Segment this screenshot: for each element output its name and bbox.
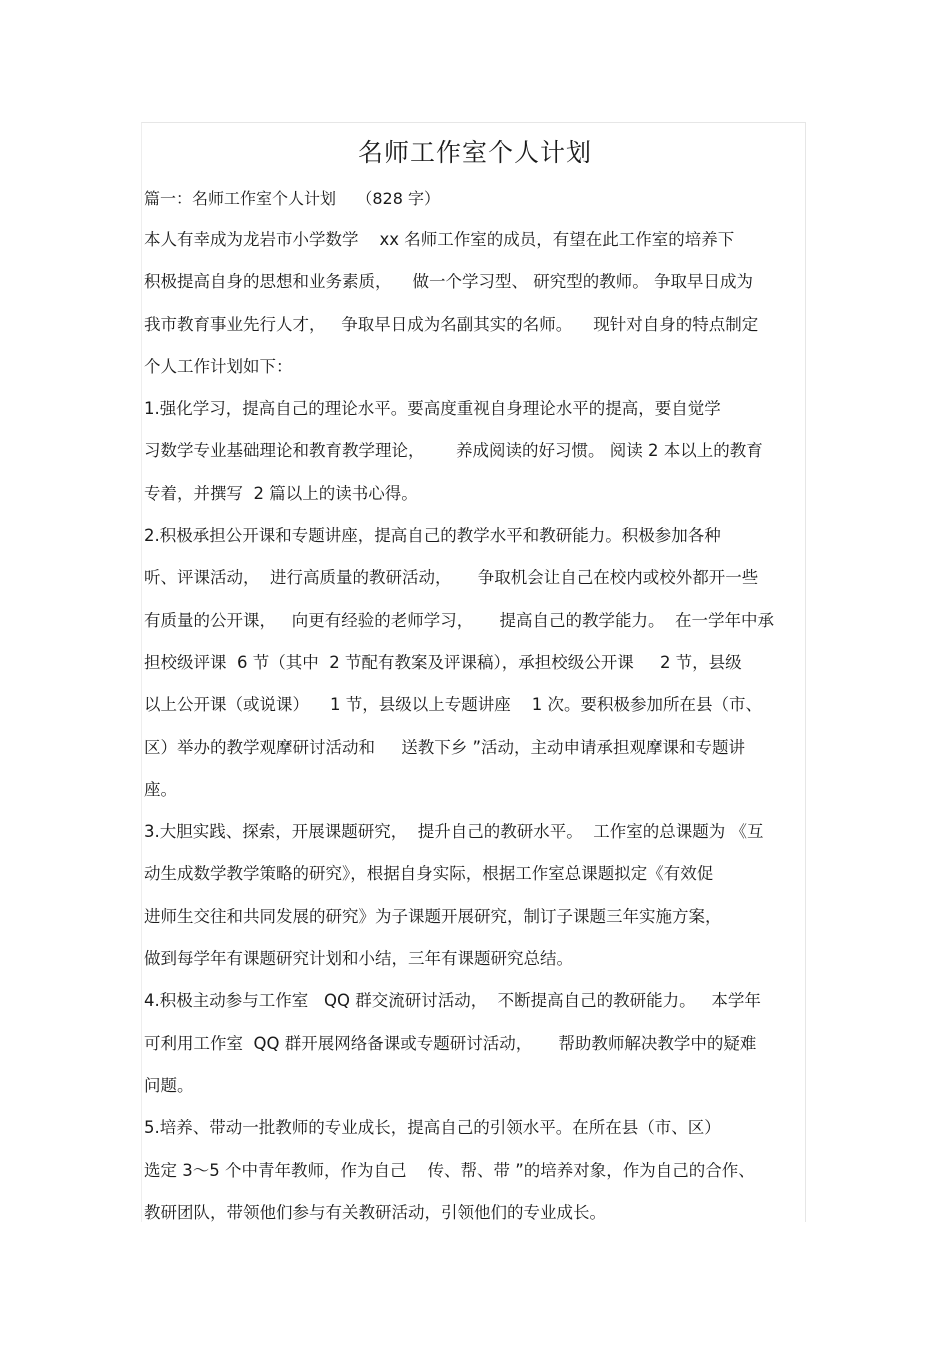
document-title: 名师工作室个人计划 bbox=[357, 138, 592, 167]
text-line: 可利用工作室 QQ 群开展网络备课或专题研讨活动， 帮助教师解决教学中的疑难 bbox=[144, 1033, 757, 1053]
text-line: 专着，并撰写 2 篇以上的读书心得。 bbox=[144, 483, 418, 503]
document-subtitle: 篇一：名师工作室个人计划 （828 字） bbox=[144, 189, 440, 208]
text-line: 做到每学年有课题研究计划和小结，三年有课题研究总结。 bbox=[144, 949, 573, 969]
text-line: 有质量的公开课， 向更有经验的老师学习， 提高自己的教学能力。 在一学年中承 bbox=[144, 610, 774, 630]
text-line: 4.积极主动参与工作室 QQ 群交流研讨活动， 不断提高自己的教研能力。 本学年 bbox=[144, 991, 761, 1011]
text-line: 教研团队，带领他们参与有关教研活动，引领他们的专业成长。 bbox=[144, 1202, 606, 1222]
text-line: 担校级评课 6 节（其中 2 节配有教案及评课稿），承担校级公开课 2 节，县级 bbox=[144, 652, 742, 672]
paragraph-item-4 bbox=[144, 980, 806, 1107]
text-line: 选定 3～5 个中青年教师，作为自己 传、帮、带 ”的培养对象，作为自己的合作、 bbox=[144, 1160, 755, 1180]
paragraph-item-2 bbox=[144, 515, 806, 811]
document-body bbox=[144, 133, 806, 1234]
text-line: 3.大胆实践、探索，开展课题研究， 提升自己的教研水平。 工作室的总课题为 《互 bbox=[144, 822, 764, 842]
text-line: 习数学专业基础理论和教育教学理论， 养成阅读的好习惯。 阅读 2 本以上的教育 bbox=[144, 441, 763, 461]
paragraph-intro bbox=[144, 219, 806, 388]
text-line: 个人工作计划如下： bbox=[144, 356, 293, 376]
text-line: 进师生交往和共同发展的研究》为子课题开展研究，制订子课题三年实施方案， bbox=[144, 906, 722, 926]
text-line: 动生成数学教学策略的研究》，根据自身实际，根据工作室总课题拟定《有效促 bbox=[144, 864, 714, 884]
text-line: 听、评课活动， 进行高质量的教研活动， 争取机会让自己在校内或校外都开一些 bbox=[144, 568, 759, 588]
text-line: 问题。 bbox=[144, 1075, 194, 1095]
text-line: 1.强化学习，提高自己的理论水平。要高度重视自身理论水平的提高，要自觉学 bbox=[144, 399, 721, 419]
text-line: 本人有幸成为龙岩市小学数学 xx 名师工作室的成员，有望在此工作室的培养下 bbox=[144, 230, 735, 249]
text-line: 以上公开课（或说课） 1 节，县级以上专题讲座 1 次。要积极参加所在县（市、 bbox=[144, 695, 762, 715]
paragraph-item-1 bbox=[144, 388, 806, 515]
text-line: 积极提高自身的思想和业务素质， 做一个学习型、 研究型的教师。 争取早日成为 bbox=[144, 272, 753, 292]
paragraph-item-3 bbox=[144, 811, 806, 980]
text-line: 座。 bbox=[144, 779, 177, 799]
text-line: 5.培养、带动一批教师的专业成长，提高自己的引领水平。在所在县（市、区） bbox=[144, 1118, 721, 1138]
text-line: 我市教育事业先行人才， 争取早日成为名副其实的名师。 现针对自身的特点制定 bbox=[144, 314, 759, 334]
text-line: 2.积极承担公开课和专题讲座，提高自己的教学水平和教研能力。积极参加各种 bbox=[144, 526, 721, 546]
paragraph-item-5 bbox=[144, 1107, 806, 1234]
text-line: 区）举办的教学观摩研讨活动和 送教下乡 ”活动，主动申请承担观摩课和专题讲 bbox=[144, 737, 746, 757]
